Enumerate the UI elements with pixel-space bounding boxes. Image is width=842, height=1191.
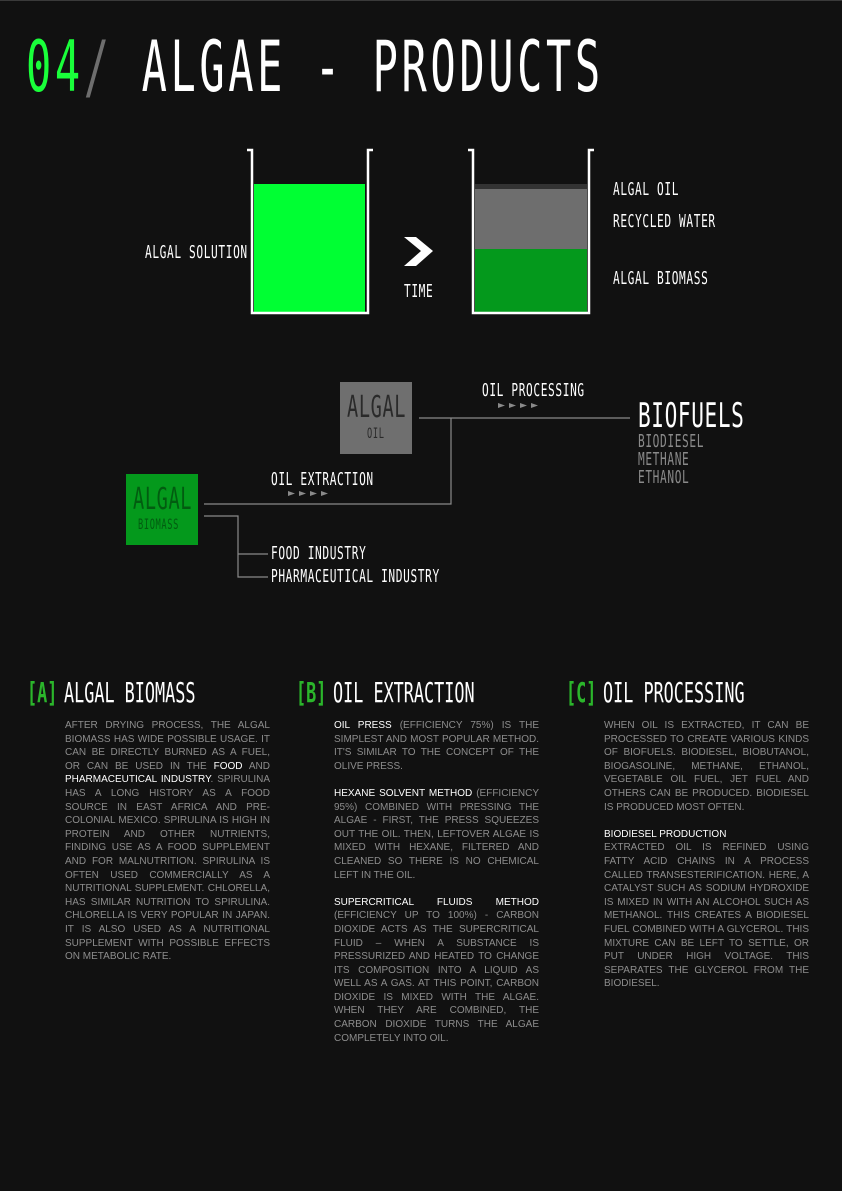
section-a-and: AND xyxy=(242,760,271,772)
biofuels-title: BIOFUELS xyxy=(638,396,745,436)
section-a-text-2: . SPIRULINA HAS A LONG HISTORY AS A FOOD SOURCE IN EAST AFRICA AND PRE-COLONIAL MEXICO. SPIRULINA IS HIGH IN PROTEIN AND OTHER NUTRIENTS, FINDING USE AS A FOOD SUPPLEMENT AND FOR MALNUTRITION. SPIRULINA IS OFTEN USED COMMERCIALLY AS A NUTRITIONAL SUPPLEMENT. CHLORELLA, HAS SIMILAR NUTRITION TO SPIRULINA. CHLORELLA IS VERY POPULAR IN JAPAN. IT IS ALSO USED AS A NUTRITIONAL SUPPLEMENT WITH POSSIBLE EFFECTS ON METABOLIC RATE. xyxy=(65,774,270,963)
oil-extraction-label: OIL EXTRACTION xyxy=(271,469,374,490)
right-beaker-oil-layer xyxy=(475,184,587,189)
algal-biomass-box-line1: ALGAL xyxy=(133,482,193,517)
section-a-text-1: AFTER DRYING PROCESS, THE ALGAL BIOMASS HAS WIDE POSSIBLE USAGE. IT CAN BE DIRECTLY BURNED AS A FUEL, OR CAN BE USED IN THE xyxy=(65,720,270,772)
section-c-letter: [C] xyxy=(566,676,597,709)
left-beaker-liquid xyxy=(254,184,365,312)
method-supercritical: SUPERCRITICAL FLUIDS METHOD xyxy=(334,896,539,908)
algal-oil-layer-label: ALGAL OIL xyxy=(613,179,680,200)
section-c-heading xyxy=(566,678,771,708)
section-b-letter: [B] xyxy=(296,676,327,709)
section-b-body xyxy=(334,719,539,1059)
section-oil-processing xyxy=(566,676,809,990)
biodiesel-production-subheading: BIODIESEL PRODUCTION xyxy=(604,828,727,840)
algal-oil-box-line2: OIL xyxy=(367,426,385,442)
extraction-line xyxy=(204,418,451,504)
biofuel-item-biodiesel: BIODIESEL xyxy=(638,431,705,452)
algal-solution-label: ALGAL SOLUTION xyxy=(145,242,248,263)
method-supercritical-text: (EFFICIENCY UP TO 100%) - CARBON DIOXIDE ACTS AS THE SUPERCRITICAL FLUID – WHEN A SUBSTANCE IS PRESSURIZED AND HEATED TO CHANGE ITS COMPOSITION INTO A LIQUID AS WELL AS A GAS. AT THIS POINT, CARBON DIOXIDE IS MIXED WITH THE ALGAE. WHEN THEY ARE COMBINED, THE CARBON DIOXIDE TURNS THE ALGAE COMPLETELY INTO OIL. xyxy=(334,910,539,1044)
right-beaker-water-layer xyxy=(475,189,587,249)
oil-processing-label: OIL PROCESSING xyxy=(482,380,585,401)
method-oil-press: OIL PRESS xyxy=(334,720,392,731)
section-algal-biomass xyxy=(27,676,271,963)
section-a-letter: [A] xyxy=(27,676,58,709)
time-label: TIME xyxy=(404,281,434,302)
title-slash: / xyxy=(83,26,113,108)
algal-biomass-layer-label: ALGAL BIOMASS xyxy=(613,268,709,289)
section-a-body xyxy=(65,719,270,977)
section-b-title: OIL EXTRACTION xyxy=(333,676,475,709)
section-number: 04 xyxy=(26,26,84,108)
industry-branch-line xyxy=(204,516,268,577)
food-industry-label: FOOD INDUSTRY xyxy=(271,543,367,564)
section-c-title: OIL PROCESSING xyxy=(603,676,745,709)
algal-biomass-box-line2: BIOMASS xyxy=(138,517,179,533)
biofuel-item-ethanol: ETHANOL xyxy=(638,467,690,488)
pharma-highlight: PHARMACEUTICAL INDUSTRY xyxy=(65,774,211,786)
section-a-heading xyxy=(27,678,232,708)
section-b-heading xyxy=(296,678,501,708)
recycled-water-layer-label: RECYCLED WATER xyxy=(613,211,716,232)
method-oil-press-text: (EFFICIENCY 75%) IS THE SIMPLEST AND MOST POPULAR METHOD. IT'S SIMILAR TO THE CONCEPT OF THE OLIVE PRESS. xyxy=(334,720,539,772)
food-highlight: FOOD xyxy=(213,760,243,772)
right-beaker-biomass-layer xyxy=(475,249,587,312)
section-c-text-2: EXTRACTED OIL IS REFINED USING FATTY ACID CHAINS IN A PROCESS CALLED TRANSESTERIFICATION. HERE, A CATALYST SUCH AS SODIUM HYDROXIDE IS MIXED IN WITH AN ALCOHOL SUCH AS METHANOL. THIS CREATES A BIODIESEL FUEL COMBINED WITH A GLYCEROL. THIS MIXTURE CAN BE LEFT TO SETTLE, OR PUT UNDER HIGH VOLTAGE. THIS SEPARATES THE GLYCEROL FROM THE BIODIESEL. xyxy=(604,842,809,990)
section-c-text-1: WHEN OIL IS EXTRACTED, IT CAN BE PROCESSED TO CREATE VARIOUS KINDS OF BIOFUELS. BIODIESEL, BIOBUTANOL, BIOGASOLINE, METHANE, ETHANOL, VEGETABLE OIL FUEL, JET FUEL AND OTHERS CAN BE PRODUCED. BIODIESEL IS PRODUCED MOST OFTEN. xyxy=(604,720,809,813)
title-text: ALGAE - PRODUCTS xyxy=(141,26,604,108)
biofuel-item-methane: METHANE xyxy=(638,449,690,470)
chevron-right-icon xyxy=(404,237,433,266)
section-oil-extraction xyxy=(296,676,539,1044)
algal-oil-box-line1: ALGAL xyxy=(347,390,407,425)
method-hexane-text: (EFFICIENCY 95%) COMBINED WITH PRESSING THE ALGAE - FIRST, THE PRESS SQUEEZES OUT THE OIL. THEN, LEFTOVER ALGAE IS MIXED WITH HEXANE, FILTERED AND CLEANED SO THERE IS NO CHEMICAL LEFT IN THE OIL. xyxy=(334,787,539,881)
section-a-title: ALGAL BIOMASS xyxy=(64,676,196,709)
pharmaceutical-industry-label: PHARMACEUTICAL INDUSTRY xyxy=(271,566,440,587)
method-hexane: HEXANE SOLVENT METHOD xyxy=(334,787,473,799)
section-c-body xyxy=(604,719,809,1004)
